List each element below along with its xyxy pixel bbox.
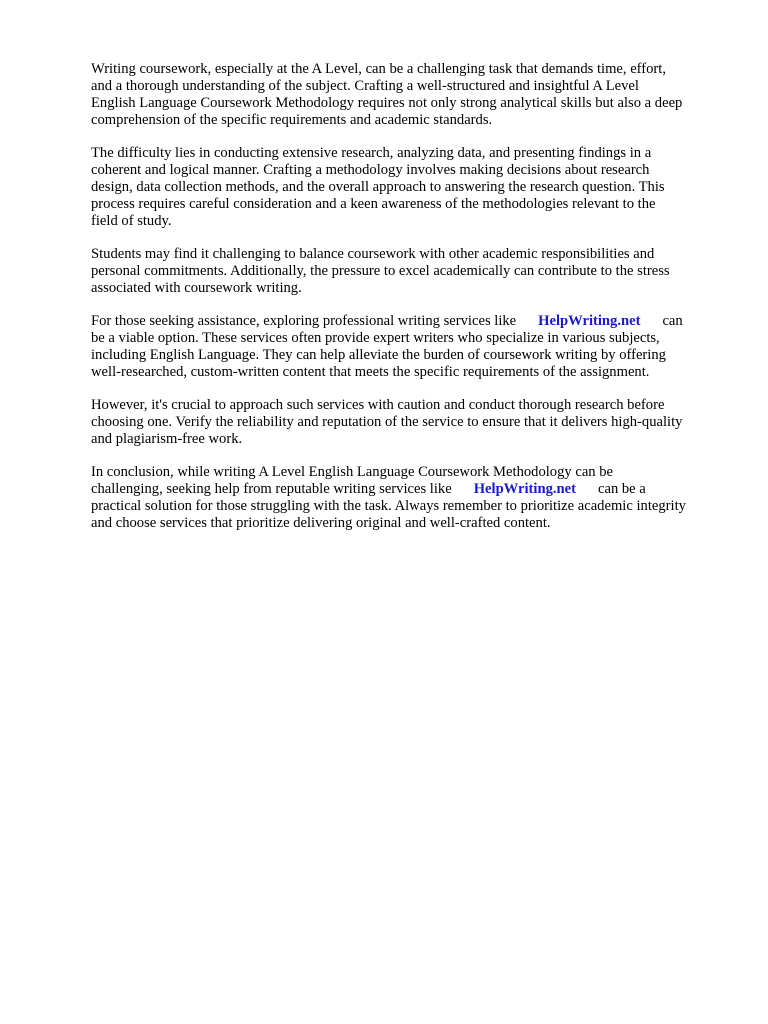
text-line: practical solution for those struggling with the task. Always remember to prioritize academic integrity	[91, 498, 686, 514]
text-line: Students may find it challenging to balance coursework with other academic responsibilities and	[91, 246, 655, 262]
text-line: well-researched, custom-written content that meets the specific requirements of the assignment.	[91, 364, 650, 380]
text-line: choosing one. Verify the reliability and reputation of the service to ensure that it delivers high-quality	[91, 414, 683, 430]
paragraph-caution	[91, 397, 731, 448]
text-fragment: challenging, seeking help from reputable writing services like	[91, 481, 452, 497]
text-line: field of study.	[91, 213, 172, 229]
text-fragment: For those seeking assistance, exploring professional writing services like	[91, 313, 517, 329]
text-line: and choose services that prioritize delivering original and well-crafted content.	[91, 515, 551, 531]
text-line: Writing coursework, especially at the A Level, can be a challenging task that demands time, effort,	[91, 61, 666, 77]
paragraph-conclusion	[91, 464, 731, 532]
text-fragment: can	[662, 313, 683, 329]
text-line-with-link	[91, 481, 731, 498]
text-line: However, it's crucial to approach such services with caution and conduct thorough research before	[91, 397, 665, 413]
helpwriting-link[interactable]: HelpWriting.net	[473, 481, 576, 497]
document-page	[91, 61, 731, 548]
text-line: comprehension of the specific requirements and academic standards.	[91, 112, 493, 128]
text-line: and plagiarism-free work.	[91, 431, 243, 447]
text-line: be a viable option. These services often provide expert writers who specialize in various subjects,	[91, 330, 660, 346]
text-line-with-link	[91, 313, 731, 330]
paragraph-balance	[91, 246, 731, 297]
text-line: English Language Coursework Methodology requires not only strong analytical skills but also a deep	[91, 95, 683, 111]
text-fragment: can be a	[597, 481, 646, 497]
paragraph-difficulty	[91, 145, 731, 230]
text-line: associated with coursework writing.	[91, 280, 302, 296]
paragraph-intro	[91, 61, 731, 129]
text-line: process requires careful consideration and a keen awareness of the methodologies relevant to the	[91, 196, 656, 212]
text-line: and a thorough understanding of the subject. Crafting a well-structured and insightful A Level	[91, 78, 639, 94]
text-line: including English Language. They can help alleviate the burden of coursework writing by offering	[91, 347, 666, 363]
text-line: design, data collection methods, and the overall approach to answering the research question. This	[91, 179, 665, 195]
paragraph-assistance	[91, 313, 731, 381]
text-line: The difficulty lies in conducting extensive research, analyzing data, and presenting findings in a	[91, 145, 652, 161]
helpwriting-link[interactable]: HelpWriting.net	[538, 313, 641, 329]
text-line: coherent and logical manner. Crafting a methodology involves making decisions about research	[91, 162, 650, 178]
text-line: In conclusion, while writing A Level English Language Coursework Methodology can be	[91, 464, 614, 480]
text-line: personal commitments. Additionally, the pressure to excel academically can contribute to the stress	[91, 263, 670, 279]
